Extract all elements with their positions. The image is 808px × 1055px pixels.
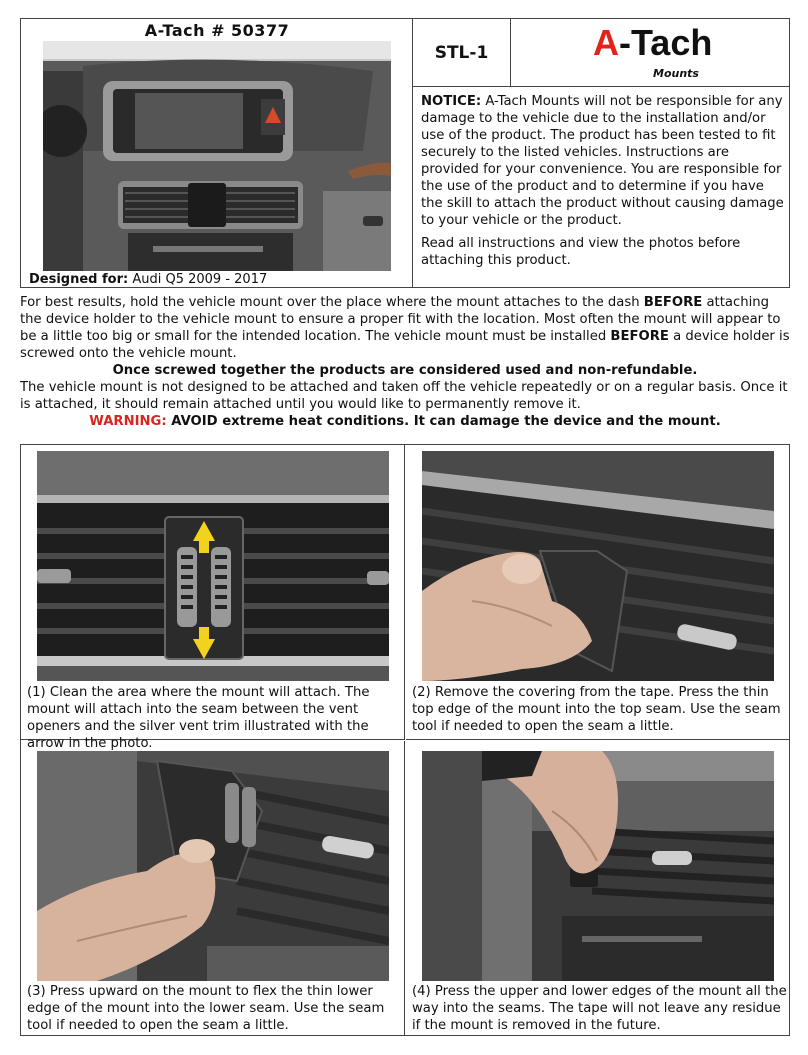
step-3-text: (3) Press upward on the mount to flex the thin lower edge of the mount into the lower seam. Use the seam tool if needed to open the seam a little. (27, 984, 385, 1033)
step-1 (21, 445, 405, 751)
designed-for (29, 272, 267, 287)
step-4-photo (422, 751, 774, 981)
step-4-text: (4) Press the upper and lower edges of the mount all the way into the seams. The tape will not leave any residue if the mount is removed in the future. (412, 984, 787, 1033)
intro-p1-c: attaching the device holder to the vehicle mount to ensure a proper fit with the location. Most often the mount will appear to be a little too big or small for the intended location. The vehicle mount must be installed (20, 295, 781, 344)
designed-for-label: Designed for: (29, 272, 129, 287)
intro-before-2: BEFORE (610, 329, 669, 344)
step-1-photo (37, 451, 389, 681)
intro-p1-d: a device holder is screwed onto the vehicle mount. (20, 329, 790, 361)
logo-rest: -Tach (619, 22, 713, 63)
brand-logo (511, 19, 789, 87)
step-2-text: (2) Remove the covering from the tape. Press the thin top edge of the mount into the top seam. Use the seam tool if needed to open the seam a little. (412, 685, 781, 734)
step-3-photo (37, 751, 389, 981)
notice-label: NOTICE: (421, 94, 482, 109)
product-photo-cell (21, 19, 413, 287)
notice-text: A-Tach Mounts will not be responsible for any damage to the vehicle due to the installation and/or use of the product. The product has been tested to fit securely to the listed vehicles. Instructions are provided for your convenience. You are responsible for the use of the product and to determine if you have the skill to attach the product without causing damage to your vehicle or the product. (421, 94, 784, 228)
warning-line (20, 413, 790, 430)
intro-before-1: BEFORE (643, 295, 703, 310)
intro-paragraph-1 (20, 294, 790, 362)
notice-paragraph (421, 93, 785, 229)
part-number: A-Tach # 50377 (144, 21, 290, 40)
step-2 (406, 445, 790, 740)
notice-section (421, 93, 785, 275)
intro-paragraph-2: The vehicle mount is not designed to be attached and taken off the vehicle repeatedly or on a regular basis. Once it is attached, it should remain attached until you would like to permanently remove it. (20, 380, 788, 412)
dashboard-photo (43, 41, 391, 271)
read-all-paragraph: Read all instructions and view the photos before attaching this product. (421, 236, 741, 268)
intro-p1-a: For best results, hold the vehicle mount over the place where the mount attaches to the dash (20, 295, 640, 310)
header-box (20, 18, 790, 288)
logo-wordmark (593, 21, 712, 65)
warning-text: AVOID extreme heat conditions. It can damage the device and the mount. (171, 414, 721, 429)
step-3 (21, 741, 405, 1036)
step-1-text: (1) Clean the area where the mount will attach. The mount will attach into the seam between the vent openers and the silver vent trim illustrated with the arrow in the photo. (27, 685, 370, 751)
intro-section (20, 294, 790, 430)
step-2-photo (422, 451, 774, 681)
steps-grid (20, 444, 790, 1036)
step-4 (406, 741, 790, 1036)
logo-subtitle: Mounts (653, 67, 699, 80)
logo-a: A (593, 22, 619, 63)
warning-label: WARNING: (89, 414, 167, 429)
once-screwed-notice: Once screwed together the products are considered used and non-refundable. (112, 363, 698, 378)
model-code: STL-1 (413, 19, 511, 87)
designed-for-vehicle: Audi Q5 2009 - 2017 (132, 272, 268, 287)
